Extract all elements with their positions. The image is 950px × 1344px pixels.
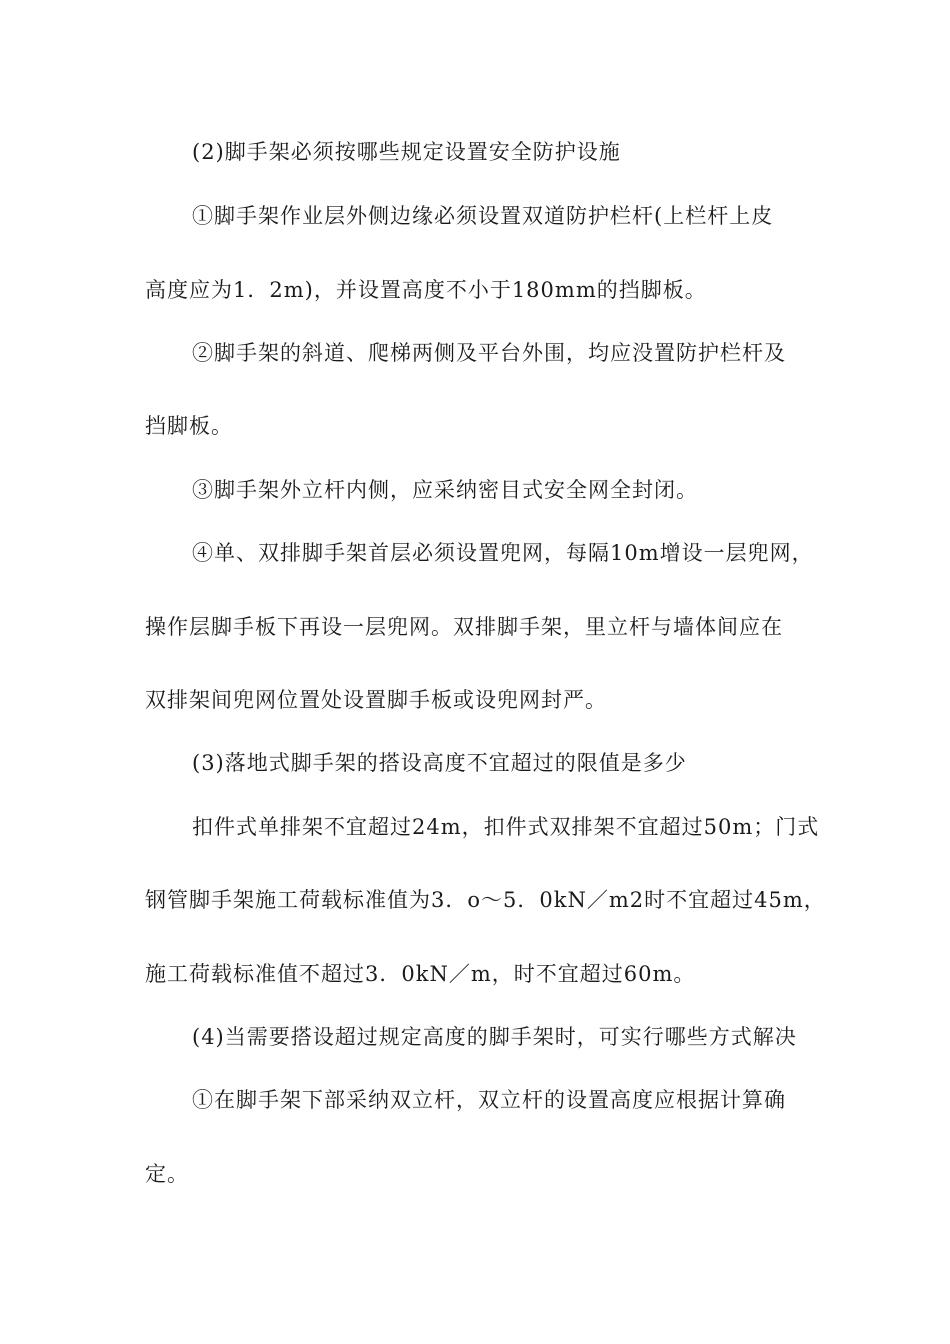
paragraph-line: ①脚手架作业层外侧边缘必须设置双道防护栏杆(上栏杆上皮	[192, 204, 774, 228]
paragraph-line: 挡脚板。	[145, 414, 233, 438]
paragraph-line: 高度应为1．2m)，并设置高度不小于180mm的挡脚板。	[145, 278, 707, 302]
heading-2: (2)脚手架必须按哪些规定设置安全防护设施	[192, 140, 621, 164]
paragraph-line: ③脚手架外立杆内侧，应采纳密目式安全网全封闭。	[192, 478, 698, 502]
paragraph-line: ①在脚手架下部采纳双立杆，双立杆的设置高度应根据计算确	[192, 1088, 786, 1112]
paragraph-line: ②脚手架的斜道、爬梯两侧及平台外围，均应没置防护栏杆及	[192, 341, 786, 365]
paragraph-line: 操作层脚手板下再设一层兜网。双排脚手架，里立杆与墙体间应在	[145, 615, 783, 639]
heading-3: (3)落地式脚手架的搭设高度不宜超过的限值是多少	[192, 751, 687, 775]
paragraph-line: ④单、双排脚手架首层必须设置兜网，每隔10m增设一层兜网，	[192, 541, 814, 565]
paragraph-line: 扣件式单排架不宜超过24m，扣件式双排架不宜超过50m；门式	[192, 815, 820, 839]
paragraph-line: 双排架间兜网位置处设置脚手板或设兜网封严。	[145, 688, 607, 712]
paragraph-line: 钢管脚手架施工荷载标准值为3．o～5．0kN／m2时不宜超过45m，	[145, 888, 826, 912]
heading-4: (4)当需要搭设超过规定高度的脚手架时，可实行哪些方式解决	[192, 1025, 797, 1049]
paragraph-line: 施工荷载标准值不超过3．0kN／m，时不宜超过60m。	[145, 962, 696, 986]
paragraph-line: 定。	[145, 1162, 189, 1186]
